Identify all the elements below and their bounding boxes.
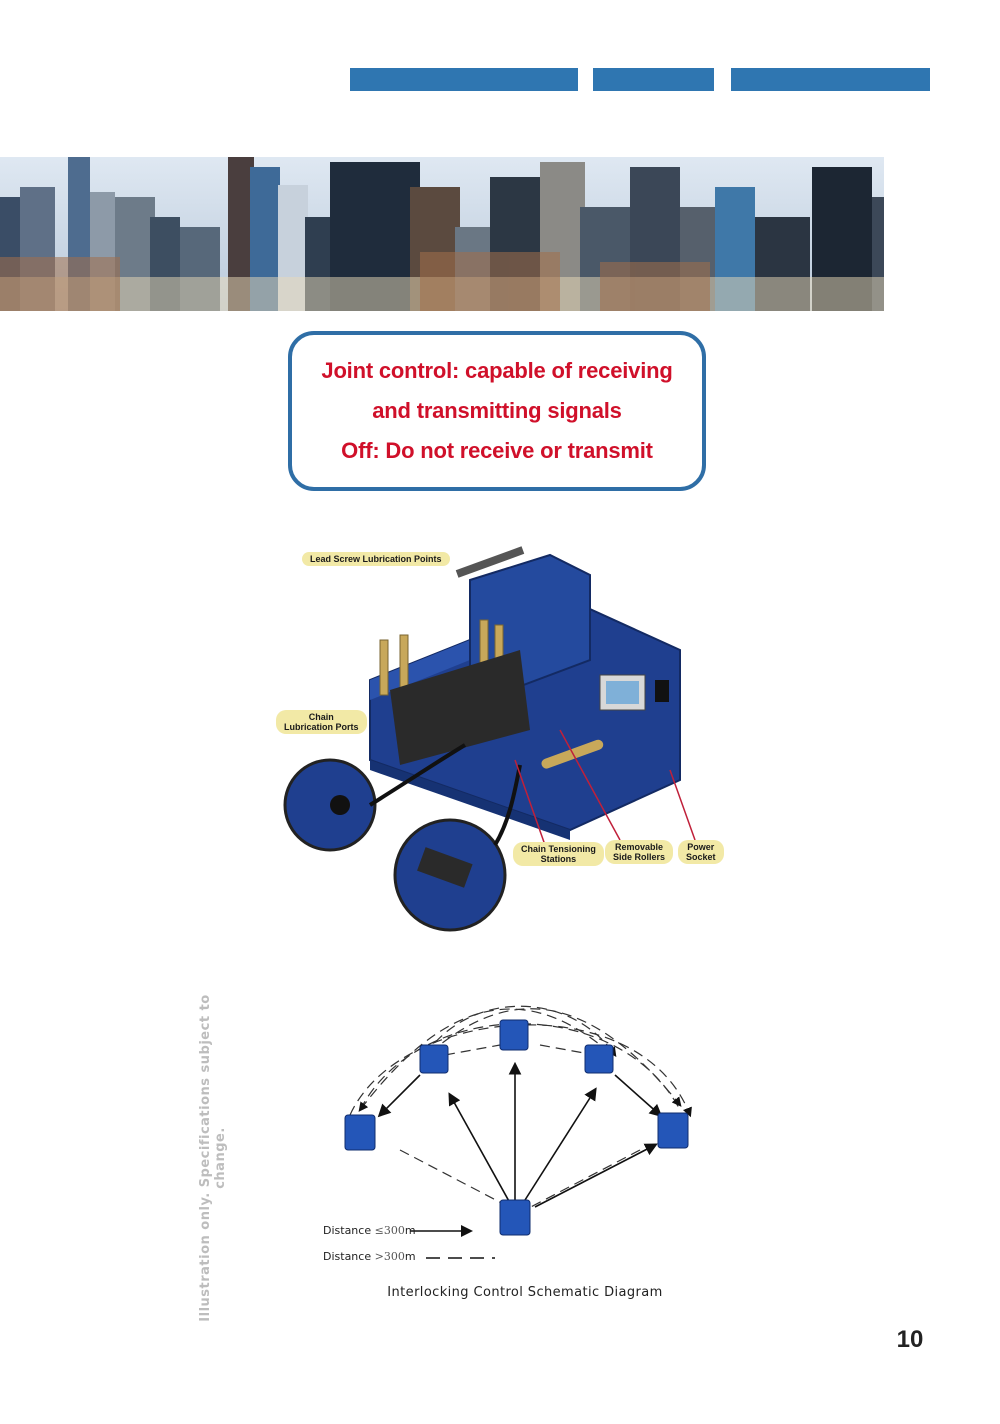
interlocking-schematic [320, 985, 720, 1265]
callout-line-2: and transmitting signals [372, 398, 622, 423]
legend-far-unit: m [404, 1250, 416, 1263]
legend-near-unit: m [404, 1224, 416, 1237]
callout-line-1: Joint control: capable of receiving [321, 358, 673, 383]
legend-near-distance [323, 1224, 416, 1237]
legend-near-label: Distance [323, 1224, 372, 1237]
disclaimer-vertical-text: Illustration only. Specifications subject to change. [198, 994, 228, 1322]
joint-control-callout [288, 331, 706, 491]
label-power-socket: Power Socket [678, 840, 724, 864]
label-lead-screw: Lead Screw Lubrication Points [302, 552, 450, 566]
label-chain-tensioning: Chain Tensioning Stations [513, 842, 604, 866]
label-chain-lubrication: Chain Lubrication Ports [276, 710, 367, 734]
legend-far-distance [323, 1250, 416, 1263]
label-side-rollers: Removable Side Rollers [605, 840, 673, 864]
legend-far-label: Distance [323, 1250, 372, 1263]
machine-drawing [270, 540, 740, 935]
legend-near-symbol: ≤300 [374, 1224, 405, 1237]
header-accent-bar-3 [731, 68, 930, 91]
schematic-caption: Interlocking Control Schematic Diagram [387, 1285, 663, 1300]
callout-line-3: Off: Do not receive or transmit [341, 438, 653, 463]
header-accent-bar-1 [350, 68, 578, 91]
legend-far-symbol: >300 [374, 1250, 405, 1263]
city-skyline-banner [0, 157, 884, 311]
header-accent-bar-2 [593, 68, 714, 91]
page-number: 10 [896, 1326, 924, 1353]
machine-illustration [270, 540, 740, 935]
